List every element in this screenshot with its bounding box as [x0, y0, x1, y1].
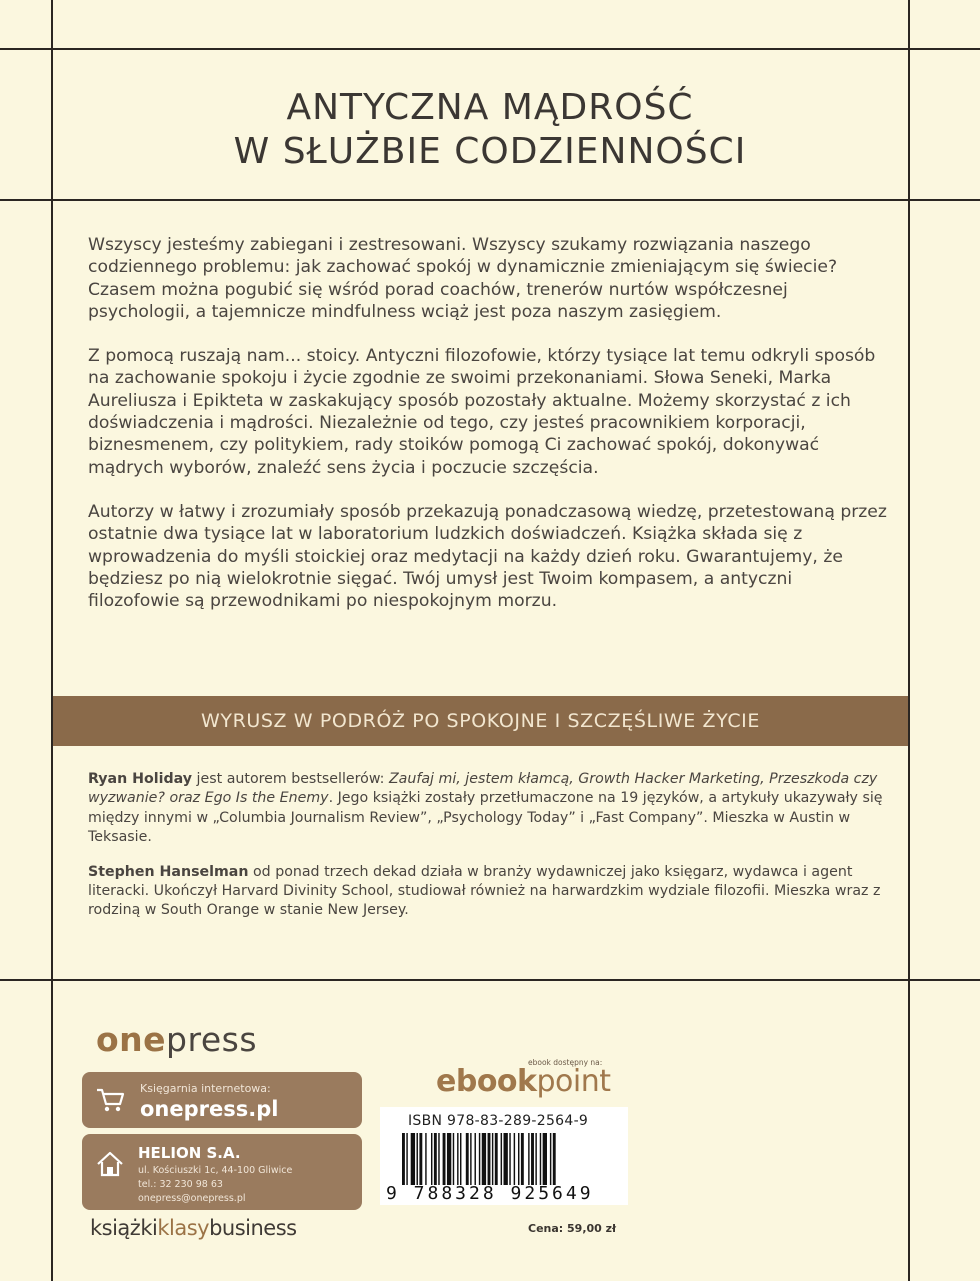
author-bios	[88, 770, 888, 936]
onepress-logo-press: press	[166, 1020, 258, 1059]
tagline-text: WYRUSZ W PODRÓŻ PO SPOKOJNE I SZCZĘŚLIWE ŻYCIE	[200, 710, 760, 732]
ebookpoint-logo-ebook: ebook	[436, 1064, 537, 1099]
author-bio-holiday-rest: . Jego książki zostały przetłumaczone na 19 języków, a artykuły ukazywały się między innymi w „Columbia Journalism Review”, „Psychology Today” i „Fast Company”. Mieszka w Austin w Teksasie.	[88, 790, 883, 846]
author-bio-holiday	[88, 770, 888, 848]
cart-icon	[94, 1084, 126, 1116]
online-shop-url[interactable]: onepress.pl	[140, 1097, 279, 1121]
blurb-paragraph-3: Autorzy w łatwy i zrozumiały sposób przekazują ponadczasową wiedzę, przetestowaną przez ostatnie dwa tysiące lat w laboratorium ludzkich doświadczeń. Książka składa się z wprowadzenia do myśli stoickiej oraz medytacji na każdy dzień roku. Gwarantujemy, że będziesz po nią wielokrotnie sięgać. Twój umysł jest Twoim kompasem, a antyczni filozofowie są przewodnikami po niespokojnym morzu.	[88, 501, 887, 612]
frame-line-above-logos	[0, 979, 980, 981]
author-bio-holiday-intro: jest autorem bestsellerów:	[192, 771, 389, 787]
publisher-email[interactable]: onepress@onepress.pl	[138, 1193, 246, 1204]
house-icon	[94, 1148, 126, 1180]
series-logo-part-2: klasy	[157, 1216, 210, 1240]
price: Cena: 59,00 zł	[528, 1222, 617, 1235]
frame-line-under-title	[0, 199, 980, 201]
ebookpoint-logo-point: point	[536, 1064, 611, 1099]
frame-line-top	[0, 48, 980, 50]
publisher-address-box	[82, 1134, 362, 1210]
frame-line-left	[51, 0, 53, 1281]
blurb-paragraph-2: Z pomocą ruszają nam... stoicy. Antyczni filozofowie, którzy tysiące lat temu odkryli sposób na zachowanie spokoju i życie zgodnie ze swoimi przekonaniami. Słowa Seneki, Marka Aureliusza i Epikteta w zaskakujący sposób pozostały aktualne. Możemy skorzystać z ich doświadczenia i mądrości. Niezależnie od tego, czy jesteś pracownikiem korporacji, biznesmenem, czy politykiem, rady stoików pomogą Ci zachować spokój, dokonywać mądrych wyborów, znaleźć sens życia i poczucie szczęścia.	[88, 346, 876, 478]
author-bio-holiday-books: Zaufaj mi, jestem kłamcą, Growth Hacker Marketing, Przeszkoda czy wyzwanie? oraz Ego Is the Enemy	[88, 771, 878, 807]
frame-line-right	[908, 0, 910, 1281]
barcode-bars	[402, 1133, 616, 1185]
cover-heading-line-2: W SŁUŻBIE CODZIENNOŚCI	[233, 131, 747, 172]
series-logo	[90, 1216, 297, 1240]
isbn-label: ISBN 978-83-289-2564-9	[408, 1113, 589, 1129]
tagline-banner	[53, 696, 908, 746]
ebook-availability-note: ebook dostępny na:	[528, 1058, 603, 1067]
cover-heading-line-1: ANTYCZNA MĄDROŚĆ	[286, 87, 694, 128]
publisher-address: ul. Kościuszki 1c, 44-100 Gliwice	[138, 1165, 293, 1176]
barcode-digits: 9 788328 925649	[386, 1183, 594, 1204]
series-logo-part-3: business	[209, 1216, 297, 1240]
online-shop-box[interactable]	[82, 1072, 362, 1128]
publisher-phone: tel.: 32 230 98 63	[138, 1179, 223, 1190]
publisher-name: HELION S.A.	[138, 1144, 241, 1162]
author-bio-hanselman-text: od ponad trzech dekad działa w branży wydawniczej jako księgarz, wydawca i agent literacki. Ukończył Harvard Divinity School, studiował również na harwardzkim wydziale filozofii. Mieszka wraz z rodziną w South Orange w stanie New Jersey.	[88, 863, 881, 919]
author-name-hanselman: Stephen Hanselman	[88, 863, 249, 880]
onepress-logo	[96, 1020, 257, 1059]
blurb-paragraph-1: Wszyscy jesteśmy zabiegani i zestresowani. Wszyscy szukamy rozwiązania naszego codziennego problemu: jak zachować spokój w dynamicznie zmieniającym się świecie? Czasem można pogubić się wśród porad coachów, trenerów nurtów współczesnej psychologii, a tajemnicze mindfulness wciąż jest poza naszym zasięgiem.	[88, 235, 838, 322]
blurb	[88, 234, 888, 634]
isbn-barcode	[380, 1107, 628, 1205]
ebookpoint-logo	[436, 1064, 611, 1099]
author-bio-hanselman	[88, 863, 888, 921]
author-name-holiday: Ryan Holiday	[88, 771, 193, 787]
cover-heading	[0, 86, 980, 174]
onepress-logo-one: one	[96, 1020, 167, 1059]
series-logo-part-1: książki	[90, 1216, 158, 1240]
online-shop-label: Księgarnia internetowa:	[140, 1082, 271, 1095]
